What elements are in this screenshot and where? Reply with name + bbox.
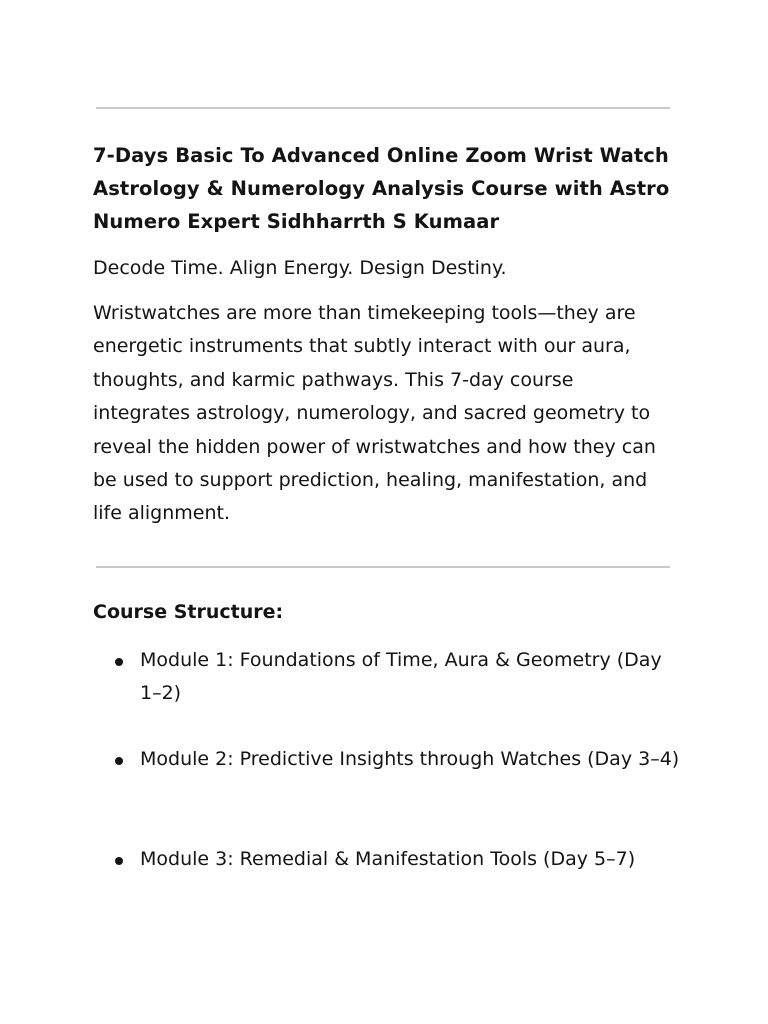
bullet-icon xyxy=(115,857,123,865)
course-title: 7-Days Basic To Advanced Online Zoom Wrist Watch Astrology & Numerology Analysis Course with Astro Numero Expert Sidhharrth S Kumaar xyxy=(93,144,670,233)
course-intro-paragraph: Wristwatches are more than timekeeping tools—they are energetic instruments that subtly interact with our aura, thoughts, and karmic pathways. This 7-day course integrates astrology, numerology, and sacred geometry to reveal the hidden power of wristwatches and how they can be used to support prediction, healing, manifestation, and life alignment. xyxy=(93,302,656,525)
course-tagline: Decode Time. Align Energy. Design Destiny. xyxy=(93,257,507,279)
list-item-module-1 xyxy=(115,644,685,710)
list-item-module-2 xyxy=(115,743,685,776)
top-divider xyxy=(96,107,670,109)
module-label: Module 3: Remedial & Manifestation Tools (Day 5–7) xyxy=(140,848,636,870)
course-structure-heading: Course Structure: xyxy=(93,601,284,623)
bullet-icon xyxy=(115,658,123,666)
module-label: Module 2: Predictive Insights through Watches (Day 3–4) xyxy=(140,748,680,770)
module-label: Module 1: Foundations of Time, Aura & Geometry (Day 1–2) xyxy=(140,649,662,704)
list-item-module-3 xyxy=(115,843,685,876)
section-divider xyxy=(96,566,670,568)
bullet-icon xyxy=(115,757,123,765)
